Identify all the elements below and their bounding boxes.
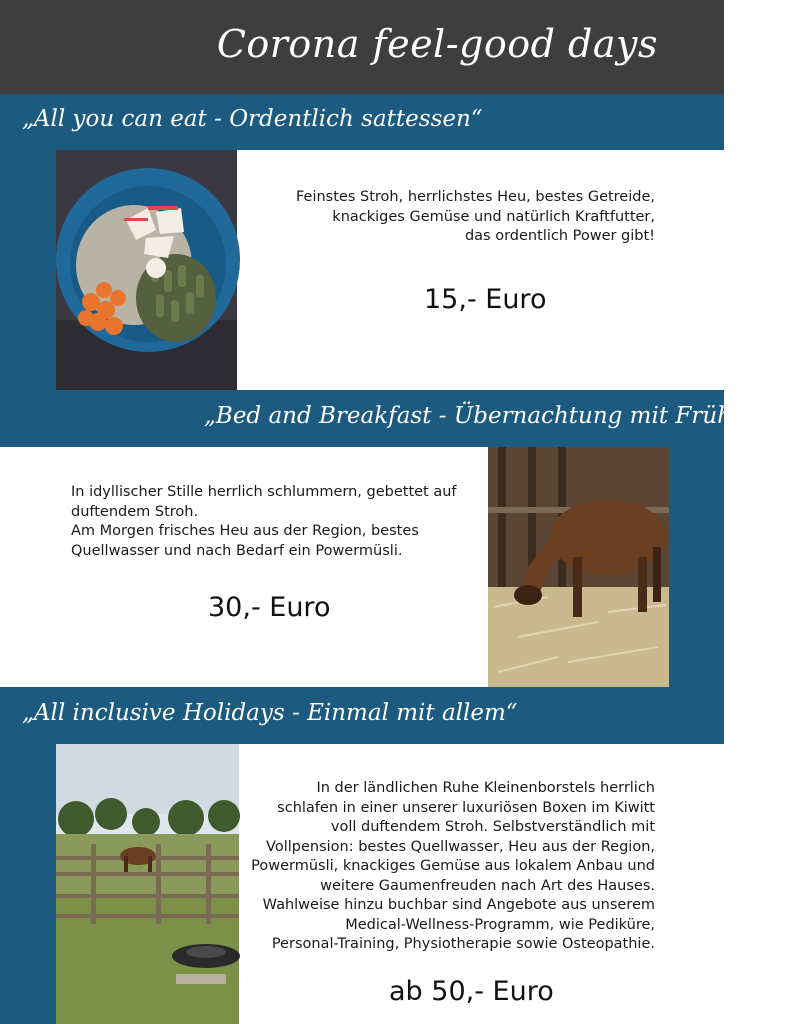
offer-title: „All inclusive Holidays - Einmal mit allem“ — [22, 700, 518, 726]
description-line: voll duftendem Stroh. Selbstverständlich mit — [330, 819, 655, 835]
paddock-photo — [56, 744, 239, 1024]
description-line: Am Morgen frisches Heu aus der Region, bestes — [71, 523, 419, 539]
horse-in-stall-photo — [488, 447, 669, 687]
description-line: knackiges Gemüse und natürlich Kraftfutter, — [332, 208, 655, 225]
description-line: Vollpension: bestes Quellwasser, Heu aus der Region, — [266, 838, 655, 855]
offer-title: „Bed and Breakfast - Übernachtung mit Frühstück“ — [204, 403, 806, 429]
offer-description — [71, 483, 457, 561]
description-line: Feinstes Stroh, herrlichstes Heu, bestes Getreide, — [296, 189, 655, 205]
description-line: das ordentlich Power gibt! — [464, 228, 655, 244]
description-line: Quellwasser und nach Bedarf ein Powermüsli. — [71, 542, 403, 559]
description-line: weitere Gaumenfreuden nach Art des Hauses. — [320, 877, 655, 894]
description-line: schlafen in einer unserer luxuriösen Boxen im Kiwitt — [277, 799, 655, 816]
description-line: Personal-Training, Physiotherapie sowie Osteopathie. — [271, 936, 655, 952]
description-line: duftendem Stroh. — [71, 503, 199, 520]
offer-price: 15,- Euro — [424, 284, 547, 315]
description-line: In der ländlichen Ruhe Kleinenborstels herrlich — [316, 780, 655, 796]
description-line: Medical-Wellness-Programm, wie Pediküre, — [345, 916, 655, 933]
offer-title: „All you can eat - Ordentlich sattessen“ — [22, 106, 483, 132]
offer-panel — [237, 150, 724, 390]
header-bar — [0, 0, 724, 94]
feed-bowl-photo — [56, 150, 237, 390]
description-line: Powermüsli, knackiges Gemüse aus lokalem Anbau und — [251, 858, 655, 874]
offer-description — [251, 779, 655, 955]
offer-price: 30,- Euro — [208, 592, 331, 623]
offer-price: ab 50,- Euro — [389, 976, 554, 1007]
offer-description — [296, 188, 655, 247]
page-title: Corona feel-good days — [216, 22, 658, 66]
description-line: In idyllischer Stille herrlich schlummern, gebettet auf — [71, 484, 457, 500]
description-line: Wahlweise hinzu buchbar sind Angebote aus unserem — [262, 897, 655, 913]
